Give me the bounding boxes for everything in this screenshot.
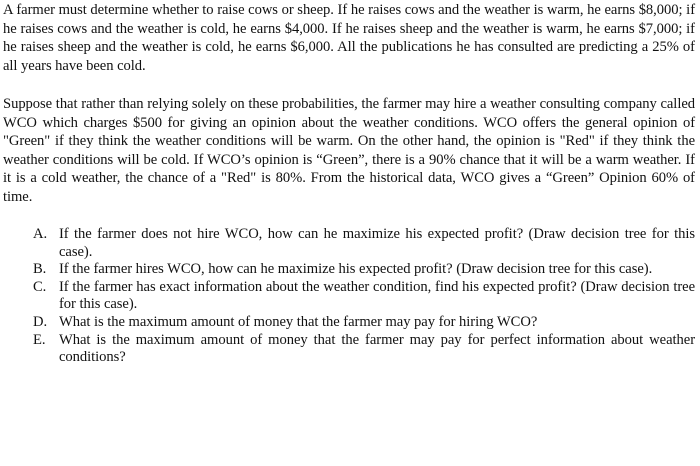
- question-text: What is the maximum amount of money that the farmer may pay for perfect information about weather conditions?: [59, 331, 695, 366]
- question-item: [3, 226, 695, 261]
- question-item: [3, 314, 695, 332]
- question-list: [3, 226, 695, 367]
- question-letter: E.: [33, 331, 46, 348]
- question-item: [3, 332, 695, 367]
- question-text: What is the maximum amount of money that the farmer may pay for hiring WCO?: [59, 313, 538, 330]
- question-text: If the farmer does not hire WCO, how can he maximize his expected profit? (Draw decision tree for this case).: [59, 226, 695, 260]
- question-text: If the farmer has exact information about the weather condition, find his expected profit? (Draw decision tree for this case).: [59, 278, 695, 313]
- problem-document: [3, 1, 695, 367]
- question-letter: B.: [33, 261, 47, 278]
- problem-paragraph-2: Suppose that rather than relying solely on these probabilities, the farmer may hire a weather consulting company called WCO which charges $500 for giving an opinion about the weather conditions. WCO offers the general opinion of "Green" if they think the weather conditions will be warm. On the other hand, the opinion is "Red" if they think the weather conditions will be cold. If WCO’s opinion is “Green”, there is a 90% chance that it will be a warm weather. If it is a cold weather, the chance of a "Red" is 80%. From the historical data, WCO gives a “Green” Opinion 60% of time.: [3, 96, 695, 205]
- question-text: If the farmer hires WCO, how can he maximize his expected profit? (Draw decision tree for this case).: [59, 261, 653, 278]
- question-letter: D.: [33, 313, 48, 330]
- question-item: [3, 279, 695, 314]
- problem-paragraph-1: A farmer must determine whether to raise cows or sheep. If he raises cows and the weather is warm, he earns $8,000; if he raises cows and the weather is cold, he earns $4,000. If he raises sheep and the weather is warm, he earns $7,000; if he raises sheep and the weather is cold, he earns $6,000. All the publications he has consulted are predicting a 25% of all years have been cold.: [3, 2, 695, 74]
- question-letter: C.: [33, 278, 47, 295]
- question-item: [3, 261, 695, 279]
- question-letter: A.: [33, 226, 48, 242]
